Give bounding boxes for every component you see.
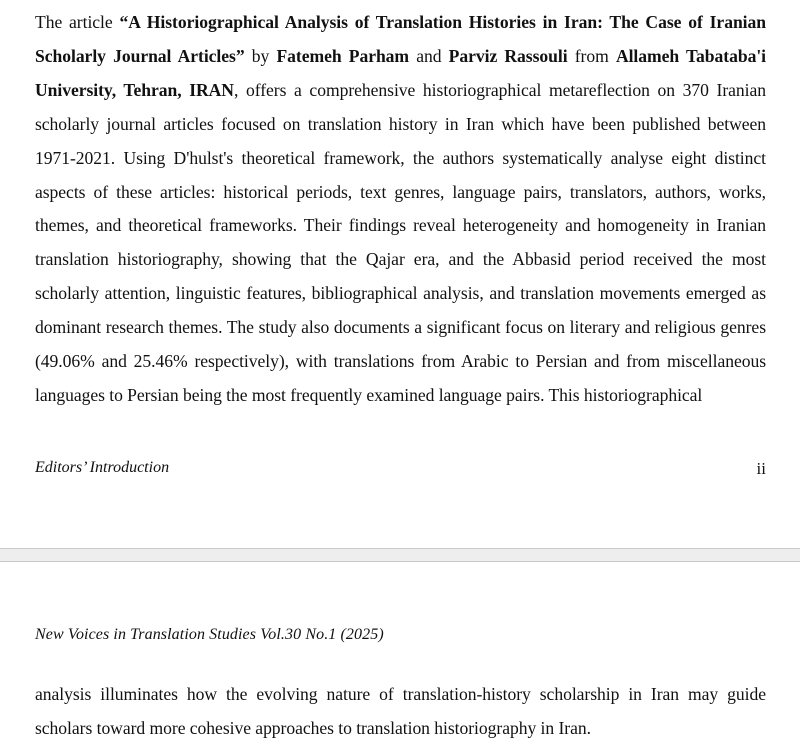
affiliation: Allameh Tabataba'i University, Tehran, IRAN (35, 45, 766, 100)
author-name: Parviz Rassouli (448, 45, 568, 66)
text-segment: , offers a comprehensive historiographical metareflection on 370 Iranian scholarly journal articles focused on translation history in Iran which have been published between 1971-2021. Using D'hulst's theoretical framework, the authors systematically analyse eight distinct aspects of these articles: historical periods, text genres, language pairs, translators, authors, works, themes, and theoretical frameworks. Their findings reveal heterogeneity and homogeneity in Iranian translation historiography, showing that the Qajar era, and the Abbasid period received the most scholarly attention, linguistic features, bibliographical analysis, and translation movements emerged as dominant research themes. The study also documents a significant focus on literary and religious genres (49.06% and 25.46% respectively), with translations from Arabic to Persian and from miscellaneous languages to Persian being the most frequently examined language pairs. This historiographical (35, 79, 766, 405)
article-title: “A Historiographical Analysis of Translation Histories in Iran: The Case of Iranian Scholarly Journal Articles” (35, 12, 766, 66)
body-paragraph-continued: analysis illuminates how the evolving nature of translation-history scholarship in Iran may guide scholars toward more cohesive approaches to translation historiography in Iran. (35, 684, 766, 738)
text-segment: from (567, 45, 616, 66)
running-header: New Voices in Translation Studies Vol.30 No.1 (2025) (35, 626, 384, 643)
text-segment: The article (35, 12, 120, 32)
page-number: ii (756, 459, 766, 478)
text-segment: by (244, 45, 277, 66)
page-bottom (0, 562, 800, 755)
page-separator (0, 548, 800, 562)
page-footer-title: Editors’ Introduction (35, 459, 170, 476)
body-paragraph (35, 6, 766, 413)
text-segment: and (409, 45, 449, 66)
author-name: Fatemeh Parham (276, 45, 410, 66)
